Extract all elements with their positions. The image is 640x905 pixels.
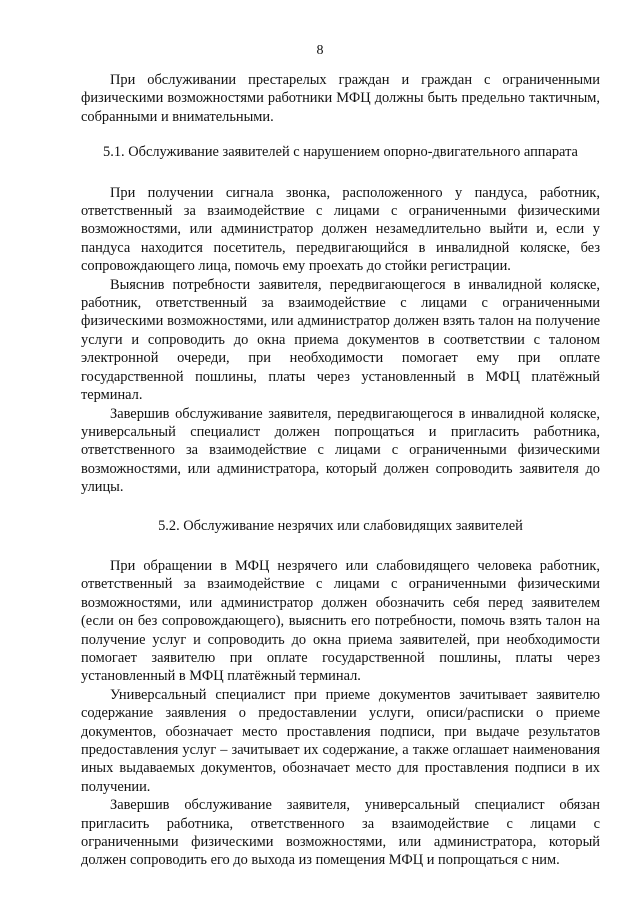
section-paragraph: При обращении в МФЦ незрячего или слабовидящего человека работник, ответственный за взаимодействие с лицами с ограниченными физическими возможностями, или администратор должен обозначить себя перед заявителем (если он без сопровождающего), выяснить его потребности, помочь взять талон на получение услуг и сопроводить до окна приема заявителей, при необходимости помогает заявителю при оплате государственной пошлины, платы через установленный в МФЦ платёжный терминал. — [81, 557, 600, 685]
section-paragraph: При получении сигнала звонка, расположенного у пандуса, работник, ответственный за взаимодействие с лицами с ограниченными физическими возможностями, или администратор должен незамедлительно выйти и, если у пандуса находится посетитель, передвигающийся в инвалидной коляске, без сопровождающего лица, помочь ему проехать до стойки регистрации. — [81, 184, 600, 275]
section-heading: 5.2. Обслуживание незрячих или слабовидящих заявителей — [158, 517, 523, 534]
section-heading: 5.1. Обслуживание заявителей с нарушением опорно-двигательного аппарата — [103, 144, 578, 161]
section-paragraph: Завершив обслуживание заявителя, универсальный специалист обязан пригласить работника, ответственного за взаимодействие с лицами с ограниченными физическими возможностями, или администратора, который должен сопроводить его до выхода из помещения МФЦ и попрощаться с ним. — [81, 797, 600, 869]
page-number: 8 — [316, 43, 324, 58]
section-paragraph: Выяснив потребности заявителя, передвигающегося в инвалидной коляске, работник, ответственный за взаимодействие с лицами с ограниченными физическими возможностями, или администратор должен взять талон на получение услуги и сопроводить до окна приема документов в соответствии с талоном электронной очереди, при необходимости помогает ему при оплате государственной пошлины, платы через установленный в МФЦ платёжный терминал. — [81, 276, 600, 404]
intro-paragraph: При обслуживании престарелых граждан и граждан с ограниченными физическими возможностями работники МФЦ должны быть предельно тактичным, собранными и внимательными. — [81, 72, 600, 125]
section-paragraph: Завершив обслуживание заявителя, передвигающегося в инвалидной коляске, универсальный специалист должен попрощаться и пригласить работника, ответственного за взаимодействие с лицами с ограниченными физическими возможностями, или администратора, который должен сопроводить заявителя до улицы. — [81, 405, 600, 496]
section-paragraph: Универсальный специалист при приеме документов зачитывает заявителю содержание заявления о предоставлении услуги, описи/расписки о приеме документов, обозначает место проставления подписи, при выдаче результатов предоставления услуг – зачитывает их содержание, а также оглашает наименования иных выдаваемых документов, обозначает место для проставления подписи в их получении. — [81, 686, 600, 795]
document-body — [81, 71, 600, 870]
